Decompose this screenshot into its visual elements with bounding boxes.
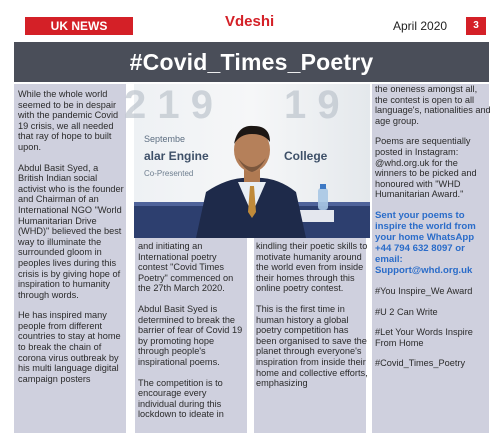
column-4-paragraph-2: Poems are sequentially posted in Instagram: @whd.org.uk for the winners to be picked and honoured with "WHD Humanitarian Award." xyxy=(375,136,477,200)
article-column-1 xyxy=(18,89,124,384)
column-1-paragraph-3: He has inspired many people from different countries to stay at home to break the chain of corona virus outbreak by his multi language digital campaign posters xyxy=(18,310,121,384)
hashtag-4: #Covid_Times_Poetry xyxy=(375,358,466,369)
backdrop-text-4: Co-Presented xyxy=(144,169,194,178)
column-2-paragraph-1: and initiating an International poetry contest "Covid Times Poetry" commenced on the 27th March 2020. xyxy=(138,241,234,294)
column-1-paragraph-2: Abdul Basit Syed, a British Indian social activist who is the founder and Chairman of an International NGO "World Humanitarian Drive (WHD)" believed the best way to illuminate the surrounded gloom in peoples lives during this crisis is by giving hope of inspiration to humanity through words. xyxy=(18,162,124,300)
hashtag-1: #You Inspire_We Award xyxy=(375,285,473,296)
call-to-action: Sent your poems to inspire the world from your home WhatsApp +44 794 632 8097 or email: Support@whd.org.uk xyxy=(375,209,476,276)
backdrop-text-2: alar Engine xyxy=(144,149,209,163)
svg-text:2 1 9: 2 1 9 xyxy=(124,83,213,127)
article-column-4 xyxy=(375,84,491,379)
section-label: UK NEWS xyxy=(25,17,133,35)
hashtag-3: #Let Your Words Inspire From Home xyxy=(375,327,473,348)
article-title: #Covid_Times_Poetry xyxy=(129,49,374,75)
page-header xyxy=(0,0,501,42)
article-column-3 xyxy=(256,241,368,389)
column-4-paragraph-1: the oneness amongst all, the contest is open to all language's, nationalities and age group. xyxy=(375,84,491,126)
column-3-paragraph-2: This is the first time in human history a global poetry competition has been organised to save the planet through everyone's inspiration from inside their home and collective efforts, emphasizing xyxy=(256,303,368,389)
backdrop-text-1: Septembe xyxy=(144,134,186,144)
column-2-paragraph-2: Abdul Basit Syed is determined to break the barrier of fear of Covid 19 by promoting hope through people's inspirational poems. xyxy=(138,303,243,367)
column-3-paragraph-1: kindling their poetic skills to motivate humanity around the world even from inside their homes through this online poetry contest. xyxy=(256,241,368,294)
hashtag-2: #U 2 Can Write xyxy=(375,306,438,317)
column-2-paragraph-3: The competition is to encourage every individual during this lockdown to ideate in xyxy=(138,377,224,420)
portrait-photo-illustration xyxy=(124,83,370,238)
portrait-photo xyxy=(124,83,370,238)
svg-text:1 9: 1 9 xyxy=(284,83,340,127)
article-column-2 xyxy=(138,241,246,420)
page-number: 3 xyxy=(466,17,486,35)
issue-date: April 2020 xyxy=(393,19,448,33)
column-1-paragraph-1: While the whole world seemed to be in despair with the pandemic Covid 19 crisis, we all needed that ray of hope to built upon. xyxy=(18,89,119,152)
backdrop-text-3: College xyxy=(284,149,328,163)
publication-name: Vdeshi xyxy=(225,13,275,30)
title-band xyxy=(14,42,489,82)
